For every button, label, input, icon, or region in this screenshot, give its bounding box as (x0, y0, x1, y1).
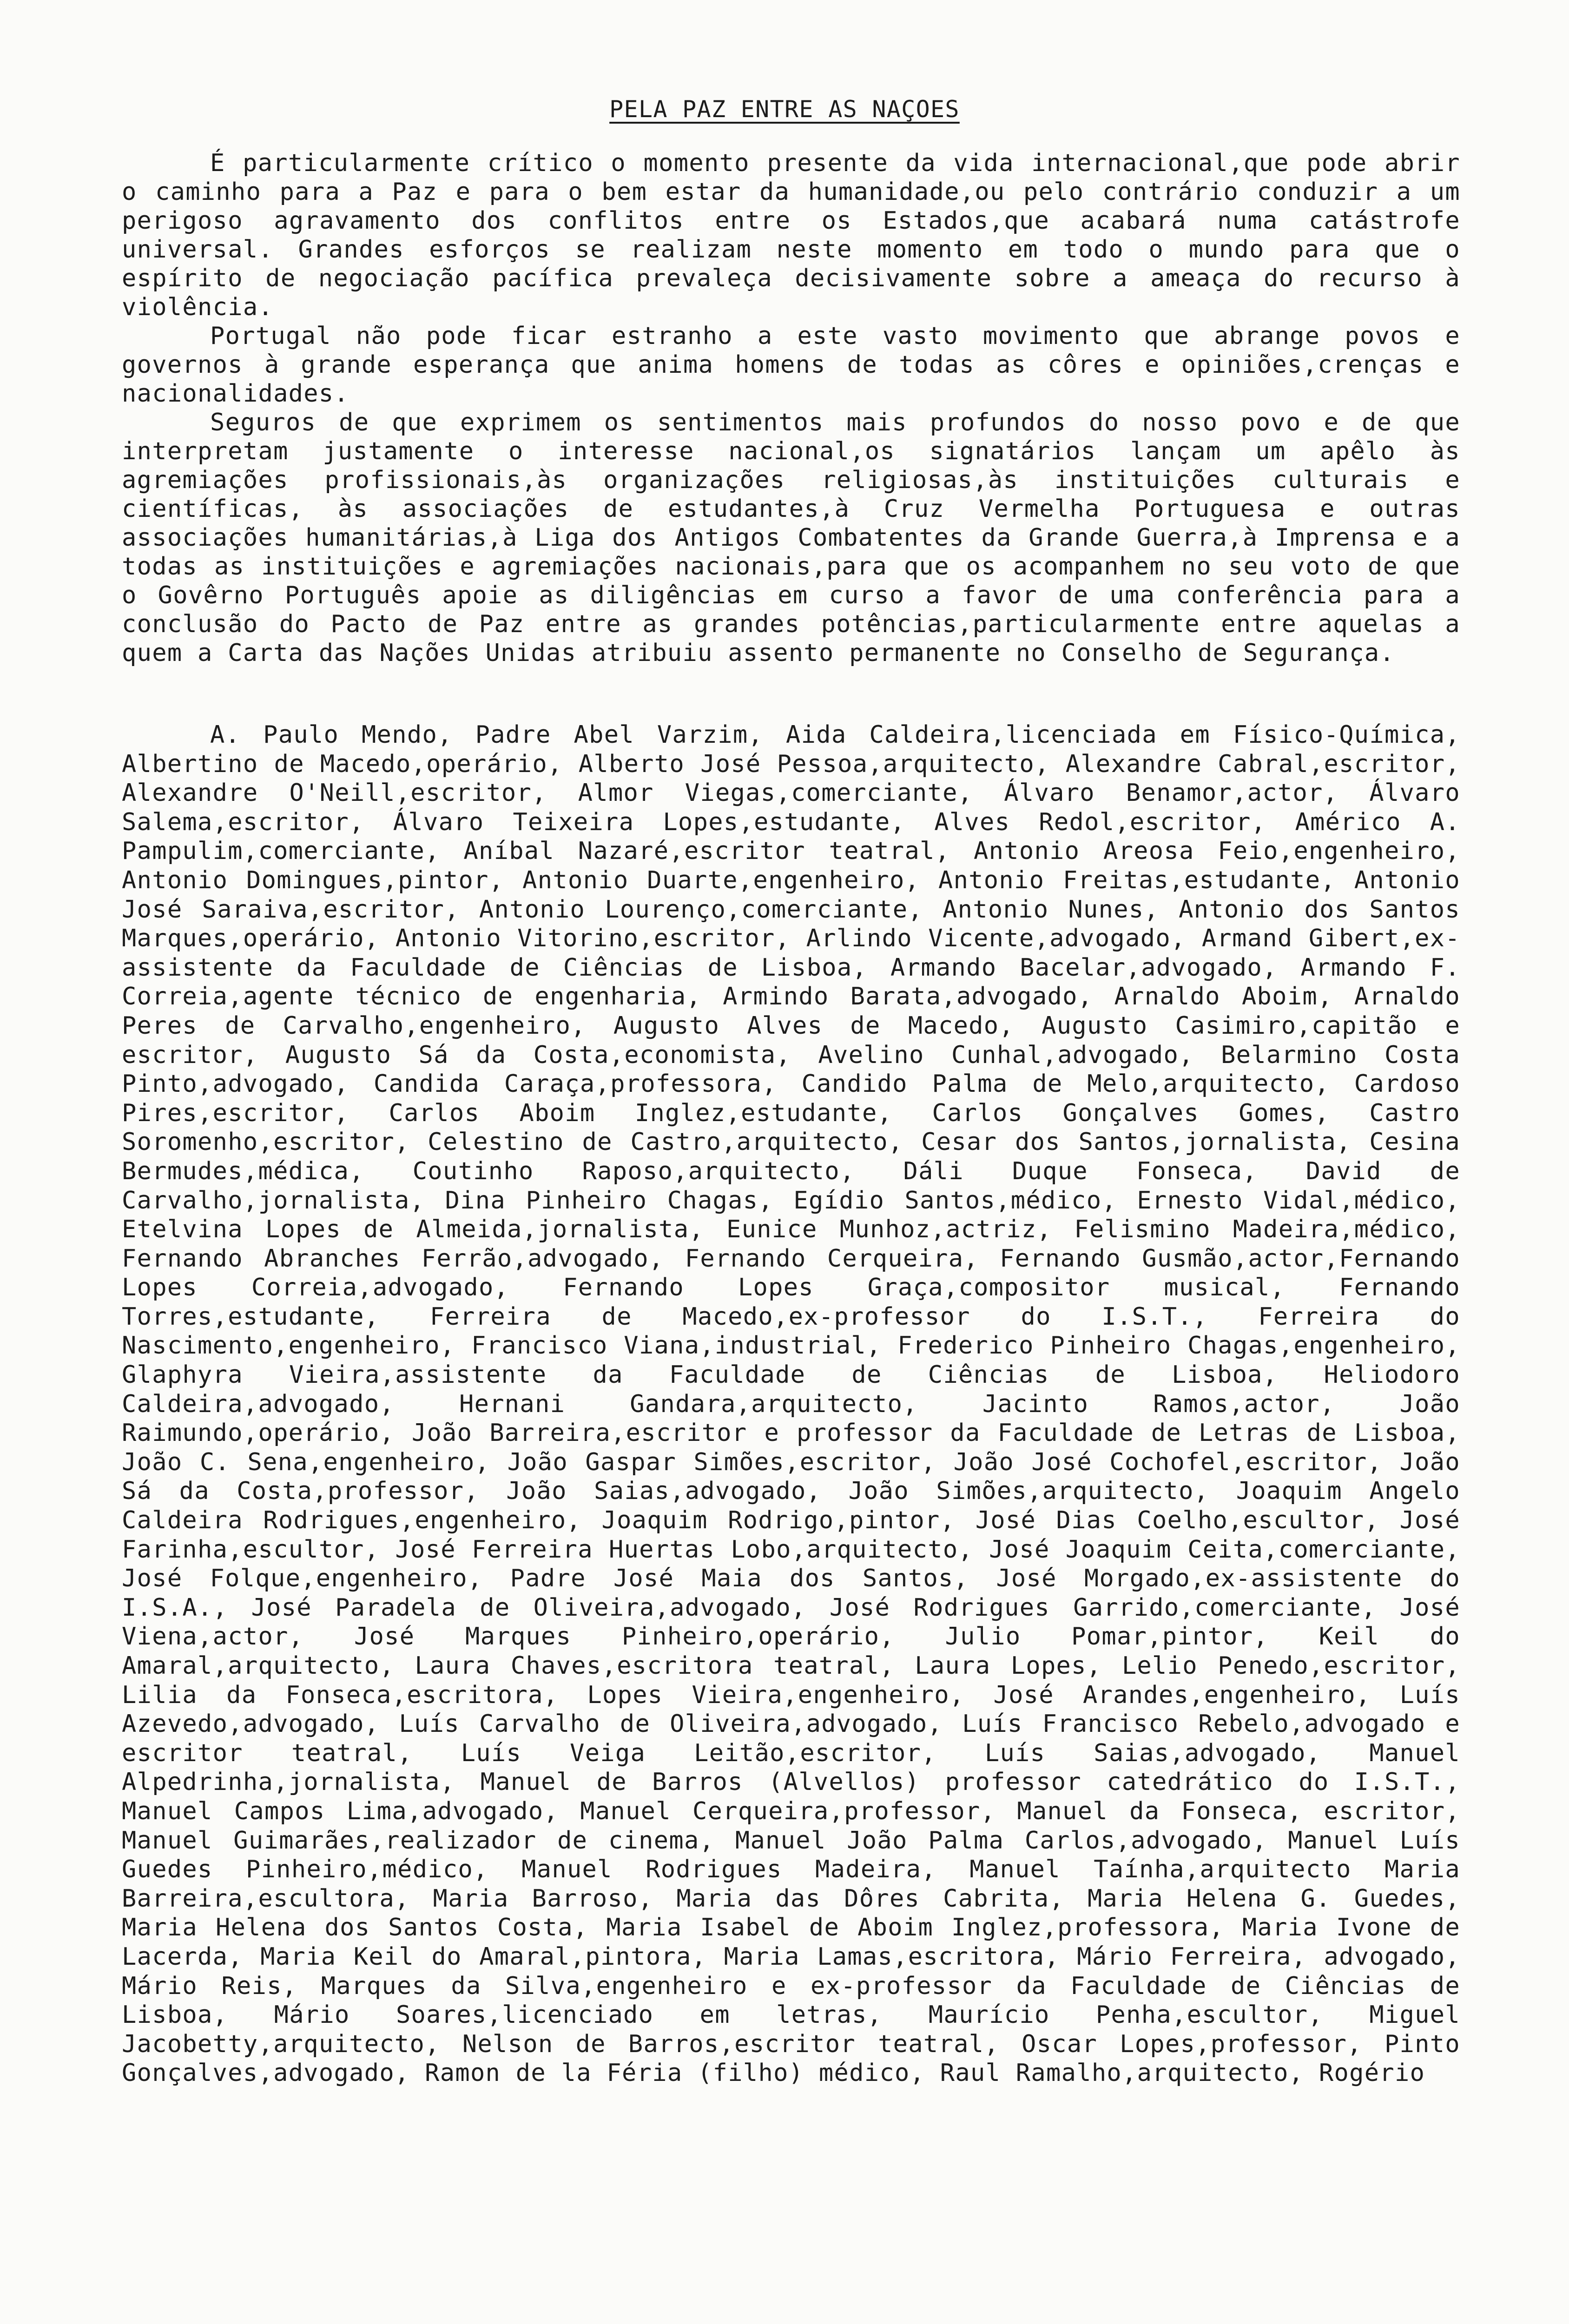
appeal-paragraph: Seguros de que exprimem os sentimentos mais profundos do nosso povo e de que interpretam justamente o interesse nacional,os signatários lançam um apêlo às agremiações profissionais,às organizações religiosas,às instituições culturais e científicas, às associações de estudantes,à Cruz Vermelha Portuguesa e outras associações humanitárias,à Liga dos Antigos Combatentes da Grande Guerra,à Imprensa e a todas as instituições e agremiações nacionais,para que os acompanhem no seu voto de que o Govêrno Português apoie as diligências em curso a favor de uma conferência para a conclusão do Pacto de Paz entre as grandes potências,particularmente entre aquelas a quem a Carta das Nações Unidas atribuiu assento permanente no Conselho de Segurança. (122, 409, 1460, 667)
signatories-list (122, 720, 1460, 2088)
appeal-paragraph: É particularmente crítico o momento presente da vida internacional,que pode abrir o caminho para a Paz e para o bem estar da humanidade,ou pelo contrário conduzir a um perigoso agravamento dos conflitos entre os Estados,que acabará numa catástrofe universal. Grandes esforços se realizam neste momento em todo o mundo para que o espírito de negociação pacífica prevaleça decisivamente sobre a ameaça do recurso à violência. (122, 149, 1460, 321)
document-title: PELA PAZ ENTRE AS NAÇOES (609, 96, 960, 123)
appeal-text (122, 149, 1460, 667)
signatories-text: A. Paulo Mendo, Padre Abel Varzim, Aida Caldeira,licenciada em Físico-Química, Albertino de Macedo,operário, Alberto José Pessoa,arquitecto, Alexandre Cabral,escritor, Alexandre O'Neill,escritor, Almor Viegas,comerciante, Álvaro Benamor,actor, Álvaro Salema,escritor, Álvaro Teixeira Lopes,estudante, Alves Redol,escritor, Américo A. Pampulim,comerciante, Aníbal Nazaré,escritor teatral, Antonio Areosa Feio,engenheiro, Antonio Domingues,pintor, Antonio Duarte,engenheiro, Antonio Freitas,estudante, Antonio José Saraiva,escritor, Antonio Lourenço,comerciante, Antonio Nunes, Antonio dos Santos Marques,operário, Antonio Vitorino,escritor, Arlindo Vicente,advogado, Armand Gibert,ex-assistente da Faculdade de Ciências de Lisboa, Armando Bacelar,advogado, Armando F. Correia,agente técnico de engenharia, Armindo Barata,advogado, Arnaldo Aboim, Arnaldo Peres de Carvalho,engenheiro, Augusto Alves de Macedo, Augusto Casimiro,capitão e escritor, Augusto Sá da Costa,economista, Avelino Cunhal,advogado, Belarmino Costa Pinto,advogado, Candida Caraça,professora, Candido Palma de Melo,arquitecto, Cardoso Pires,escritor, Carlos Aboim Inglez,estudante, Carlos Gonçalves Gomes, Castro Soromenho,escritor, Celestino de Castro,arquitecto, Cesar dos Santos,jornalista, Cesina Bermudes,médica, Coutinho Raposo,arquitecto, Dáli Duque Fonseca, David de Carvalho,jornalista, Dina Pinheiro Chagas, Egídio Santos,médico, Ernesto Vidal,médico, Etelvina Lopes de Almeida,jornalista, Eunice Munhoz,actriz, Felismino Madeira,médico, Fernando Abranches Ferrão,advogado, Fernando Cerqueira, Fernando Gusmão,actor,Fernando Lopes Correia,advogado, Fernando Lopes Graça,compositor musical, Fernando Torres,estudante, Ferreira de Macedo,ex-professor do I.S.T., Ferreira do Nascimento,engenheiro, Francisco Viana,industrial, Frederico Pinheiro Chagas,engenheiro, Glaphyra Vieira,assistente da Faculdade de Ciências de Lisboa, Heliodoro Caldeira,advogado, Hernani Gandara,arquitecto, Jacinto Ramos,actor, João Raimundo,operário, João Barreira,escritor e professor da Faculdade de Letras de Lisboa, João C. Sena,engenheiro, João Gaspar Simões,escritor, João José Cochofel,escritor, João Sá da Costa,professor, João Saias,advogado, João Simões,arquitecto, Joaquim Angelo Caldeira Rodrigues,engenheiro, Joaquim Rodrigo,pintor, José Dias Coelho,escultor, José Farinha,escultor, José Ferreira Huertas Lobo,arquitecto, José Joaquim Ceita,comerciante, José Folque,engenheiro, Padre José Maia dos Santos, José Morgado,ex-assistente do I.S.A., José Paradela de Oliveira,advogado, José Rodrigues Garrido,comerciante, José Viena,actor, José Marques Pinheiro,operário, Julio Pomar,pintor, Keil do Amaral,arquitecto, Laura Chaves,escritora teatral, Laura Lopes, Lelio Penedo,escritor, Lilia da Fonseca,escritora, Lopes Vieira,engenheiro, José Arandes,engenheiro, Luís Azevedo,advogado, Luís Carvalho de Oliveira,advogado, Luís Francisco Rebelo,advogado e escritor teatral, Luís Veiga Leitão,escritor, Luís Saias,advogado, Manuel Alpedrinha,jornalista, Manuel de Barros (Alvellos) professor catedrático do I.S.T., Manuel Campos Lima,advogado, Manuel Cerqueira,professor, Manuel da Fonseca, escritor, Manuel Guimarães,realizador de cinema, Manuel João Palma Carlos,advogado, Manuel Luís Guedes Pinheiro,médico, Manuel Rodrigues Madeira, Manuel Taínha,arquitecto Maria Barreira,escultora, Maria Barroso, Maria das Dôres Cabrita, Maria Helena G. Guedes, Maria Helena dos Santos Costa, Maria Isabel de Aboim Inglez,professora, Maria Ivone de Lacerda, Maria Keil do Amaral,pintora, Maria Lamas,escritora, Mário Ferreira, advogado, Mário Reis, Marques da Silva,engenheiro e ex-professor da Faculdade de Ciências de Lisboa, Mário Soares,licenciado em letras, Maurício Penha,escultor, Miguel Jacobetty,arquitecto, Nelson de Barros,escritor teatral, Oscar Lopes,professor, Pinto Gonçalves,advogado, Ramon de la Féria (filho) médico, Raul Ramalho,arquitecto, Rogério (122, 721, 1460, 2087)
appeal-paragraph: Portugal não pode ficar estranho a este vasto movimento que abrange povos e governos à grande esperança que anima homens de todas as côres e opiniões,crenças e nacionalidades. (122, 322, 1460, 408)
